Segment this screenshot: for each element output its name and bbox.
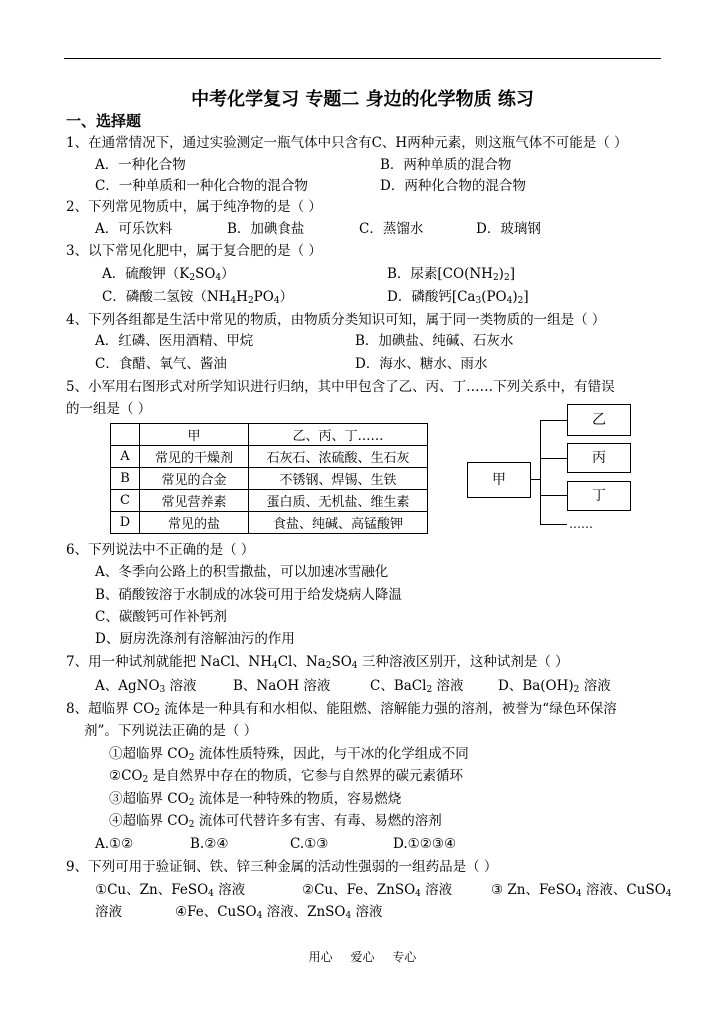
diagram-child-box: 乙 <box>567 404 631 436</box>
q2-option-c: C．蒸馏水 <box>359 221 424 237</box>
q8-stem-line1: 8、超临界 $CO_2$ 流体是一种具有和水相似、能阻燃、溶解能力强的溶剂，被誉为“绿色环保溶 <box>66 701 617 718</box>
table-cell: 食盐、纯碱、高锰酸钾 <box>249 512 428 534</box>
q3-option-c: C．磷酸二氢铵$(NH_4H_2PO_4)$ <box>102 289 294 306</box>
diagram-more: …… <box>569 517 593 531</box>
q1-option-b: B．两种单质的混合物 <box>380 157 512 173</box>
q6-option-b: B、硝酸铵溶于水制成的冰袋可用于给发烧病人降温 <box>95 587 402 603</box>
diagram-child-box: 丙 <box>567 443 631 473</box>
q8-item-4: ④超临界 $CO_2$ 流体可代替许多有害、有毒、易燃的溶剂 <box>109 813 442 830</box>
q2-option-b: B．加碘食盐 <box>227 221 305 237</box>
page-footer: 用心 爱心 专心 <box>308 950 417 964</box>
q6-option-d: D、厨房洗涤剂有溶解油污的作用 <box>95 631 295 647</box>
table-cell: D <box>111 512 140 534</box>
q9-stem: 9、下列可用于验证铜、铁、锌三种金属的活动性强弱的一组药品是（ ） <box>66 859 498 875</box>
table-cell: 不锈钢、焊锡、生铁 <box>249 468 428 490</box>
table-cell: 石灰石、浓硫酸、生石灰 <box>249 446 428 468</box>
table-row <box>111 468 428 490</box>
q5-table <box>110 423 428 534</box>
q1-option-c: C．一种单质和一种化合物的混合物 <box>95 178 308 194</box>
diagram-connector <box>540 458 567 459</box>
table-cell: 甲 <box>140 424 249 446</box>
diagram-connector <box>540 524 567 525</box>
q4-option-d: D．海水、糖水、雨水 <box>355 356 488 372</box>
diagram-child-box: 丁 <box>567 481 631 511</box>
table-row <box>111 490 428 512</box>
q7-option-a: A、AgNO$_3$ 溶液 <box>95 678 197 695</box>
q3-option-b: B．尿素$[CO(NH_2)_2]$ <box>387 266 515 283</box>
table-cell <box>111 424 140 446</box>
q8-item-3: ③超临界 $CO_2$ 流体是一种特殊的物质，容易燃烧 <box>109 791 402 808</box>
table-header-row <box>111 424 428 446</box>
header-rule <box>64 58 661 59</box>
q4-stem: 4、下列各组都是生活中常见的物质，由物质分类知识可知，属于同一类物质的一组是（ ） <box>66 312 606 328</box>
table-cell: B <box>111 468 140 490</box>
diagram-root-box: 甲 <box>467 462 531 498</box>
q5-stem-line2: 的一组是（ ） <box>66 401 152 417</box>
q2-stem: 2、下列常见物质中，属于纯净物的是（ ） <box>66 199 322 215</box>
diagram-connector <box>540 420 541 525</box>
table-cell: 常见营养素 <box>140 490 249 512</box>
q9-option-3-continued: 溶液 <box>95 904 122 920</box>
table-cell: 常见的合金 <box>140 468 249 490</box>
q1-stem: 1、在通常情况下，通过实验测定一瓶气体中只含有C、H两种元素，则这瓶气体不可能是（ ） <box>66 135 628 151</box>
q2-option-a: A．可乐饮料 <box>95 221 173 237</box>
q7-option-b: B、NaOH 溶液 <box>233 678 331 694</box>
q3-option-a: A．硫酸钾$(K_2SO_4)$ <box>102 266 235 283</box>
q4-option-a: A．红磷、医用酒精、甲烷 <box>95 333 254 349</box>
q9-option-4: ④Fe、CuSO$_4$ 溶液、ZnSO$_4$ 溶液 <box>175 904 383 921</box>
q9-option-2: ②Cu、Fe、ZnSO$_4$ 溶液 <box>302 882 453 899</box>
q5-stem-line1: 5、小军用右图形式对所学知识进行归纳，其中甲包含了乙、丙、丁……下列关系中，有错误 <box>66 379 615 395</box>
q9-option-3: ③ Zn、FeSO$_4$ 溶液、CuSO$_4$ <box>491 882 672 899</box>
table-cell: C <box>111 490 140 512</box>
diagram-connector <box>540 420 567 421</box>
table-row <box>111 512 428 534</box>
page-title: 中考化学复习 专题二 身边的化学物质 练习 <box>191 89 534 110</box>
q7-option-c: C、BaCl$_2$ 溶液 <box>370 678 464 695</box>
table-cell: 常见的盐 <box>140 512 249 534</box>
q6-stem: 6、下列说法中不正确的是（ ） <box>66 542 255 558</box>
q7-option-d: D、$Ba(OH)_2$ 溶液 <box>498 678 611 695</box>
table-cell: 乙、丙、丁…… <box>249 424 428 446</box>
q1-option-d: D．两种化合物的混合物 <box>380 178 526 194</box>
q8-item-2: $②CO_2$ 是自然界中存在的物质，它参与自然界的碳元素循环 <box>109 768 464 785</box>
q8-option-b: B.②④ <box>190 836 229 852</box>
q6-option-c: C、碳酸钙可作补钙剂 <box>95 609 227 625</box>
section-heading: 一、选择题 <box>66 112 142 130</box>
q4-option-c: C．食醋、氧气、酱油 <box>95 356 227 372</box>
q1-option-a: A．一种化合物 <box>95 157 186 173</box>
q3-stem: 3、以下常见化肥中，属于复合肥的是（ ） <box>66 243 322 259</box>
q8-item-1: ①超临界 $CO_2$ 流体性质特殊，因此，与干冰的化学组成不同 <box>109 746 469 763</box>
q9-option-1: ①Cu、Zn、FeSO$_4$ 溶液 <box>95 882 246 899</box>
q8-option-a: A.①② <box>95 836 134 852</box>
q8-stem-line2: 剂”。下列说法正确的是（ ） <box>84 723 258 739</box>
q8-option-c: C.①③ <box>290 836 329 852</box>
table-cell: 蛋白质、无机盐、维生素 <box>249 490 428 512</box>
q8-option-d: D.①②③④ <box>393 836 457 852</box>
diagram-connector <box>530 479 540 480</box>
q2-option-d: D．玻璃钢 <box>476 221 541 237</box>
q6-option-a: A、冬季向公路上的积雪撒盐，可以加速冰雪融化 <box>95 564 389 580</box>
q4-option-b: B．加碘盐、纯碱、石灰水 <box>355 333 514 349</box>
q7-stem: 7、用一种试剂就能把 NaCl、$NH_4Cl$、$Na_2SO_4$ 三种溶液区别开，这种试剂是（ ） <box>66 654 569 671</box>
q3-option-d: D．磷酸钙$[Ca_3(PO_4)_2]$ <box>387 289 529 306</box>
table-row <box>111 446 428 468</box>
table-cell: 常见的干燥剂 <box>140 446 249 468</box>
table-cell: A <box>111 446 140 468</box>
diagram-connector <box>540 495 567 496</box>
